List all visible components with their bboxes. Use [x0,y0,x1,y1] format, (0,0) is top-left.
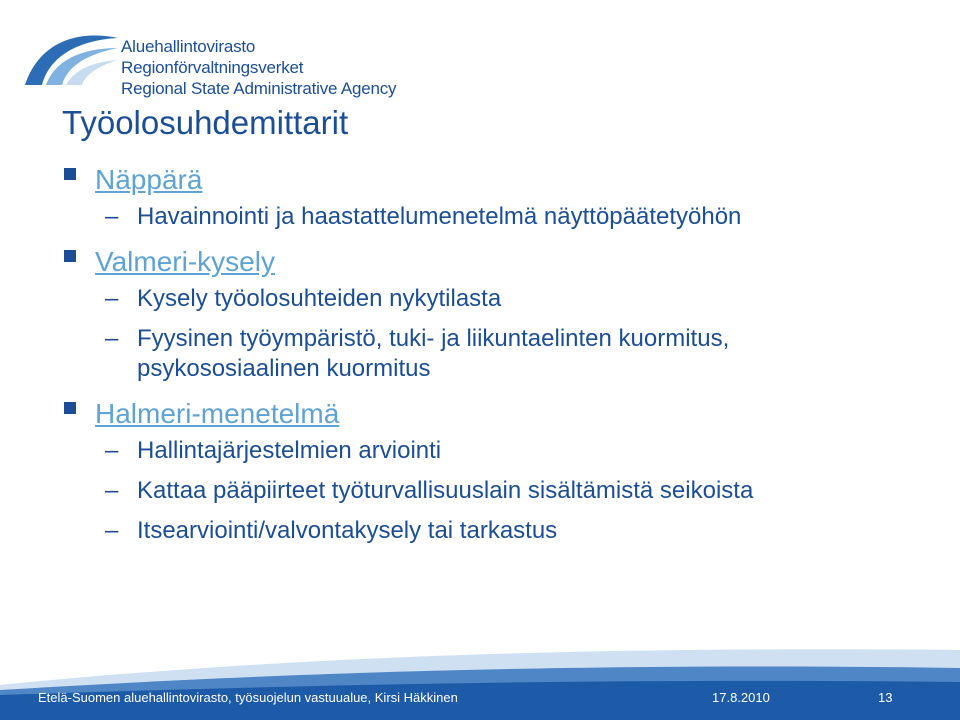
sub-item-text: Kattaa pääpiirteet työturvallisuuslain sisältämistä seikoista [137,477,754,504]
sub-item-text: Hallintajärjestelmien arviointi [137,437,442,464]
agency-name-sv: Regionförvaltningsverket [121,58,304,77]
slide-footer [0,640,960,720]
dash-bullet-icon: – [105,203,119,230]
sub-item-text: Itsearviointi/valvontakysely tai tarkastus [137,517,558,544]
sub-item-continuation [0,354,960,384]
dash-bullet-icon: – [105,285,119,312]
sub-item-text: Kysely työolosuhteiden nykytilasta [137,285,502,312]
sub-item [0,476,960,506]
agency-name-fi: Aluehallintovirasto [121,37,256,56]
slide-title: Työolosuhdemittarit [62,104,349,141]
bullet-item-halmeri [0,394,960,436]
dash-bullet-icon: – [105,325,119,352]
dash-bullet-icon: – [105,517,119,544]
sub-item [0,436,960,466]
sub-item-text: Havainnointi ja haastattelumenetelmä näyttöpäätetyöhön [137,203,742,230]
sub-item-text: Fyysinen työympäristö, tuki- ja liikuntaelinten kuormitus, [137,325,730,352]
square-bullet-icon [64,168,76,180]
square-bullet-icon [64,402,76,414]
agency-name-en: Regional State Administrative Agency [121,79,397,98]
agency-logo [20,30,120,90]
agency-name [121,36,396,99]
dash-bullet-icon: – [105,437,119,464]
halmeri-link[interactable]: Halmeri-menetelmä [95,398,340,429]
footer-text: Etelä-Suomen aluehallintovirasto, työsuojelun vastuualue, Kirsi Häkkinen [38,690,458,705]
slide-content [0,160,960,556]
sub-item [0,202,960,232]
sub-item [0,324,960,354]
nappara-link[interactable]: Näppärä [95,164,203,195]
dash-bullet-icon: – [105,477,119,504]
sub-item [0,284,960,314]
footer-wave-background [0,640,960,720]
sub-item-text: psykososiaalinen kuormitus [137,355,431,382]
bullet-item-nappara [0,160,960,202]
sub-item [0,516,960,546]
valmeri-link[interactable]: Valmeri-kysely [95,246,275,277]
square-bullet-icon [64,250,76,262]
bullet-item-valmeri [0,242,960,284]
page-number: 13 [878,690,893,705]
footer-date: 17.8.2010 [712,690,770,705]
